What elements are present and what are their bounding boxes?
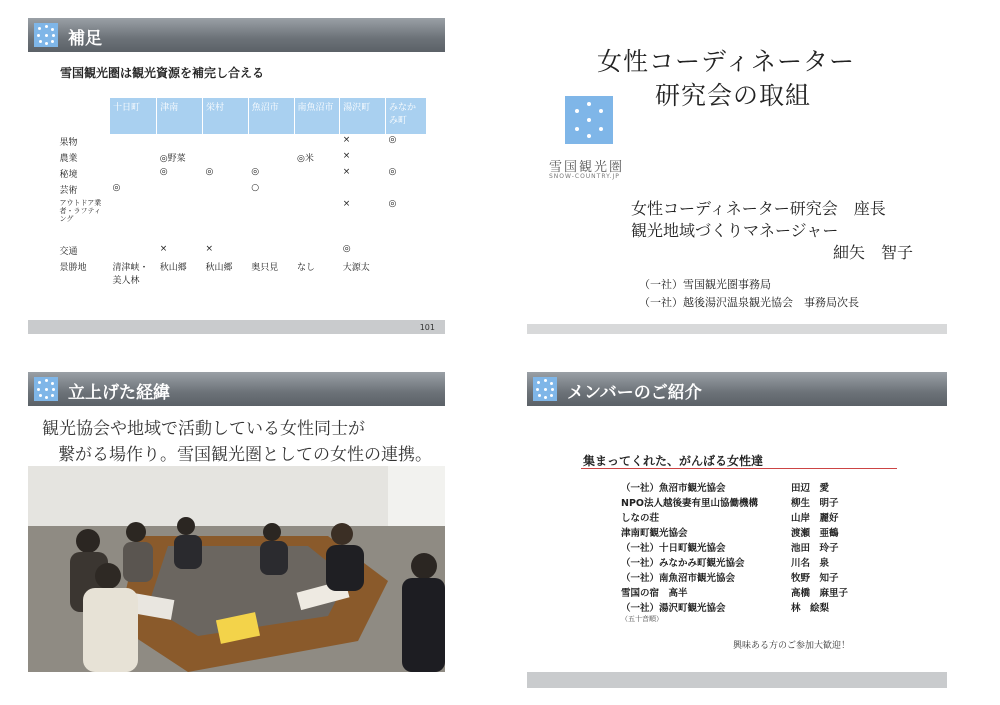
slide-subtitle: 雪国観光圏は観光資源を補完し合える bbox=[60, 66, 265, 80]
slide-title: 立上げた経緯 bbox=[68, 383, 170, 403]
table-cell bbox=[248, 198, 294, 230]
row-label: 芸術 bbox=[59, 186, 78, 196]
table-cell bbox=[203, 198, 249, 230]
affiliation-2: （一社）越後湯沢温泉観光協会 事務局次長 bbox=[639, 296, 859, 309]
table-cell: 秋山郷 bbox=[205, 263, 233, 273]
member-org: （一社）湯沢町観光協会 bbox=[621, 603, 726, 614]
table-cell bbox=[386, 150, 426, 166]
table-header-cell: 十日町 bbox=[109, 98, 156, 134]
table-header-cell: 湯沢町 bbox=[340, 98, 386, 134]
speaker-role-1: 女性コーディネーター研究会 座長 bbox=[631, 199, 886, 218]
table-cell bbox=[109, 134, 156, 150]
table-cell: ◎ bbox=[159, 167, 168, 177]
member-name: 渡瀬 亜鶴 bbox=[791, 528, 839, 539]
table-cell bbox=[203, 150, 249, 166]
row-label: 景勝地 bbox=[59, 263, 87, 273]
member-org: しなの荘 bbox=[621, 513, 660, 524]
member-name: 田辺 愛 bbox=[791, 483, 830, 494]
table-header-cell: みなかみ町 bbox=[386, 98, 426, 134]
table-cell: 秋山郷 bbox=[159, 263, 187, 273]
table-cell bbox=[386, 259, 426, 287]
table-header-cell: 栄村 bbox=[203, 98, 249, 134]
table-cell: 奥只見 bbox=[251, 263, 279, 273]
table-cell: 清津峡・美人林 bbox=[112, 263, 149, 286]
member-name: 池田 玲子 bbox=[791, 543, 839, 554]
table-cell: ◎ bbox=[251, 167, 260, 177]
table-row bbox=[57, 134, 427, 150]
slide-header bbox=[28, 18, 445, 52]
heading-underline bbox=[581, 468, 897, 469]
table-cell: × bbox=[159, 244, 168, 254]
table-cell: ◎ bbox=[342, 244, 351, 254]
member-list bbox=[621, 480, 901, 620]
member-name: 高橋 麻里子 bbox=[791, 588, 849, 599]
table-row bbox=[57, 259, 427, 287]
slide-background bbox=[28, 372, 445, 688]
snowflake-icon bbox=[34, 377, 58, 401]
slide-members bbox=[527, 372, 947, 688]
member-org: （一社）魚沼市観光協会 bbox=[621, 483, 726, 494]
slide-title: メンバーのご紹介 bbox=[567, 383, 702, 403]
table-cell: ◎ bbox=[112, 183, 121, 193]
table-cell bbox=[109, 198, 156, 230]
member-org: （一社）南魚沼市観光協会 bbox=[621, 573, 736, 584]
table-row bbox=[57, 166, 427, 182]
table-cell: × bbox=[342, 151, 351, 161]
snow-country-logo-icon bbox=[565, 96, 613, 144]
table-header-corner bbox=[57, 98, 110, 134]
table-header-cell: 南魚沼市 bbox=[294, 98, 340, 134]
slide-header bbox=[527, 372, 947, 406]
table-row bbox=[57, 182, 427, 198]
body-line-2: 繋がる場作り。雪国観光圏としての女性の連携。 bbox=[58, 445, 432, 465]
table-cell bbox=[294, 182, 340, 198]
row-label: 秘境 bbox=[59, 170, 78, 180]
slide-title: 補足 bbox=[68, 29, 102, 49]
table-cell bbox=[294, 198, 340, 230]
table-cell: 大源太 bbox=[342, 263, 370, 273]
table-cell: なし bbox=[297, 263, 316, 273]
table-cell: ◎ bbox=[388, 167, 397, 177]
table-cell bbox=[203, 134, 249, 150]
table-cell bbox=[248, 134, 294, 150]
member-name: 柳生 明子 bbox=[791, 498, 839, 509]
snowflake-icon bbox=[34, 23, 58, 47]
table-cell bbox=[109, 150, 156, 166]
logo-subtext: SNOW-COUNTRY.JP bbox=[549, 173, 620, 180]
snowflake-icon bbox=[533, 377, 557, 401]
row-label: 農業 bbox=[59, 154, 78, 164]
table-cell: × bbox=[342, 199, 351, 209]
member-org: 津南町観光協会 bbox=[621, 528, 688, 539]
slide-supplement bbox=[28, 18, 445, 334]
slide-cover bbox=[527, 18, 947, 334]
table-row bbox=[57, 230, 427, 259]
table-cell: ◎野菜 bbox=[159, 154, 186, 164]
table-cell bbox=[157, 182, 203, 198]
table-header-cell: 津南 bbox=[157, 98, 203, 134]
member-org: （一社）十日町観光協会 bbox=[621, 543, 726, 554]
table-cell: × bbox=[342, 135, 351, 145]
cover-title-line1: 女性コーディネーター bbox=[597, 47, 856, 76]
resource-table bbox=[56, 98, 426, 287]
member-name: 川名 泉 bbox=[791, 558, 830, 569]
table-cell bbox=[248, 230, 294, 259]
table-cell: ◎ bbox=[388, 199, 397, 209]
table-cell bbox=[157, 198, 203, 230]
row-label: アウトドア業者・ラフティング bbox=[59, 199, 102, 223]
table-cell bbox=[109, 166, 156, 182]
member-name: 牧野 知子 bbox=[791, 573, 839, 584]
footer-bar bbox=[28, 320, 445, 334]
table-cell: ◎米 bbox=[297, 154, 314, 164]
table-cell bbox=[294, 134, 340, 150]
footer-bar bbox=[527, 324, 947, 334]
logo-text: 雪国観光圏 bbox=[549, 160, 625, 175]
table-cell bbox=[203, 182, 249, 198]
member-org: 雪国の宿 高半 bbox=[621, 588, 688, 599]
row-label: 交通 bbox=[59, 247, 78, 257]
welcome-footer: 興味ある方のご参加大歓迎！ bbox=[733, 641, 851, 651]
table-cell bbox=[248, 150, 294, 166]
members-heading: 集まってくれた、がんばる女性達 bbox=[583, 454, 764, 468]
speaker-name: 細矢 智子 bbox=[833, 243, 914, 262]
body-line-1: 観光協会や地域で活動している女性同士が bbox=[42, 419, 365, 439]
table-cell bbox=[157, 134, 203, 150]
table-row bbox=[57, 198, 427, 230]
page-number: 101 bbox=[419, 323, 435, 332]
row-label: 果物 bbox=[59, 138, 78, 148]
cover-title-line2: 研究会の取組 bbox=[655, 81, 812, 110]
table-cell bbox=[386, 182, 426, 198]
table-cell: × bbox=[342, 167, 351, 177]
member-name: 林 絵梨 bbox=[791, 603, 830, 614]
table-header-cell: 魚沼市 bbox=[248, 98, 294, 134]
affiliation-1: （一社）雪国観光圏事務局 bbox=[639, 278, 771, 291]
footer-bar bbox=[527, 672, 947, 688]
table-cell bbox=[109, 230, 156, 259]
member-org: NPO法人越後妻有里山協働機構 bbox=[621, 498, 758, 509]
table-header-row bbox=[57, 98, 427, 134]
member-org: （一社）みなかみ町観光協会 bbox=[621, 558, 745, 569]
table-cell: × bbox=[205, 244, 214, 254]
table-cell: ○ bbox=[251, 183, 260, 193]
table-row bbox=[57, 150, 427, 166]
table-cell bbox=[340, 182, 386, 198]
slide-header bbox=[28, 372, 445, 406]
member-name: 山岸 麗好 bbox=[791, 513, 839, 524]
table-cell bbox=[386, 230, 426, 259]
speaker-role-2: 観光地域づくりマネージャー bbox=[631, 221, 839, 240]
table-cell: ◎ bbox=[205, 167, 214, 177]
meeting-photo bbox=[28, 466, 445, 672]
meeting-photo-illustration bbox=[28, 466, 445, 672]
order-note: （五十音順） bbox=[621, 615, 663, 623]
table-cell bbox=[294, 230, 340, 259]
table-cell bbox=[294, 166, 340, 182]
table-cell: ◎ bbox=[388, 135, 397, 145]
